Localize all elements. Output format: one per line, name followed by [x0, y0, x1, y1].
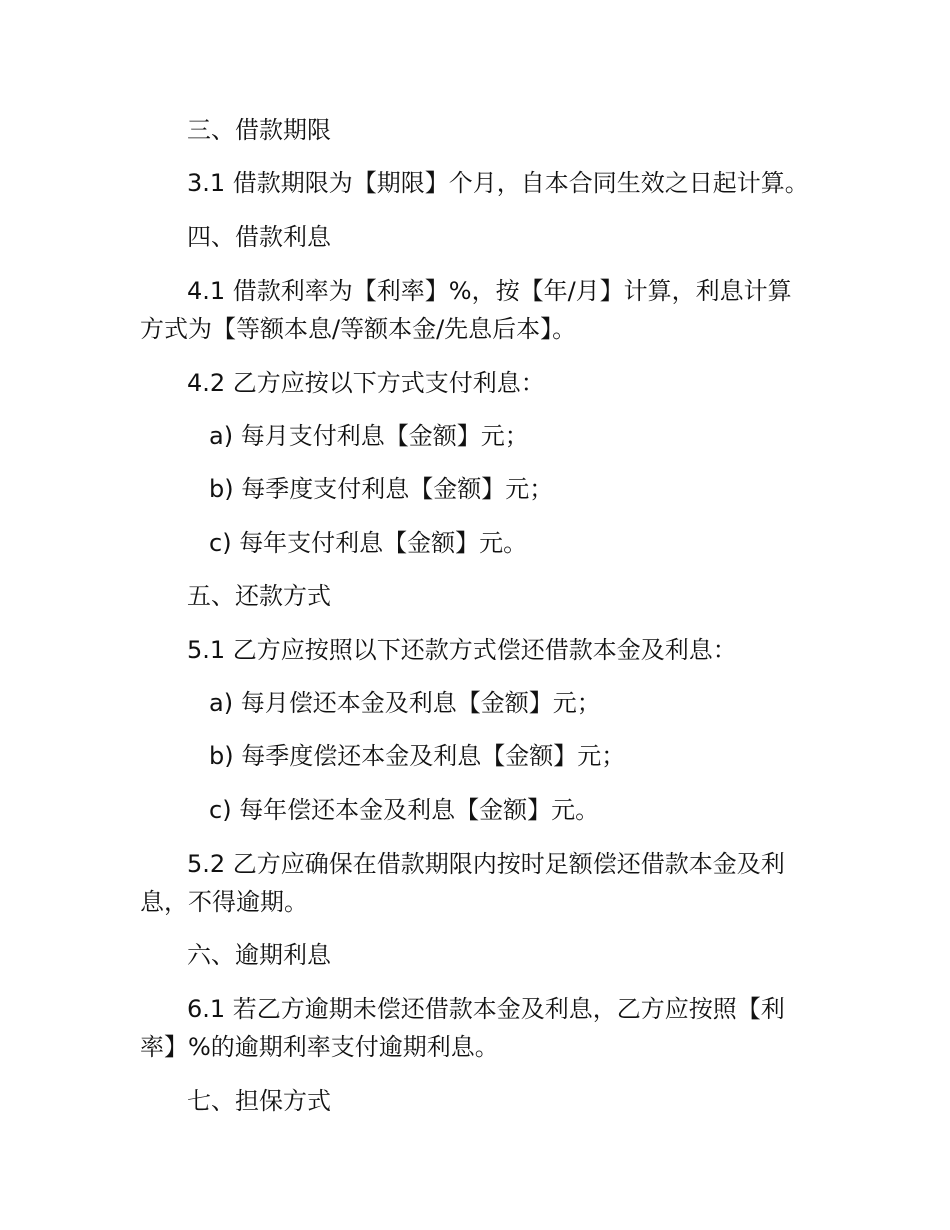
clause-5-2-line-2: 息，不得逾期。 — [140, 888, 308, 916]
section-heading-term: 三、借款期限 — [187, 116, 331, 144]
section-heading-guarantee: 七、担保方式 — [187, 1087, 331, 1115]
clause-4-1-line-1: 4.1 借款利率为【利率】%，按【年/月】计算，利息计算 — [187, 277, 792, 305]
clause-6-1-line-1: 6.1 若乙方逾期未偿还借款本金及利息，乙方应按照【利 — [187, 995, 785, 1023]
section-heading-overdue-interest: 六、逾期利息 — [187, 941, 331, 969]
clause-4-2-item-a: a) 每月支付利息【金额】元； — [209, 422, 529, 450]
clause-5-1: 5.1 乙方应按照以下还款方式偿还借款本金及利息： — [187, 636, 737, 664]
section-heading-repayment: 五、还款方式 — [187, 582, 331, 610]
clause-5-1-item-c: c) 每年偿还本金及利息【金额】元。 — [209, 796, 600, 824]
clause-6-1-line-2: 率】%的逾期利率支付逾期利息。 — [140, 1033, 499, 1061]
clause-3-1: 3.1 借款期限为【期限】个月，自本合同生效之日起计算。 — [187, 169, 809, 197]
clause-4-2-item-b: b) 每季度支付利息【金额】元； — [209, 475, 554, 503]
clause-5-2-line-1: 5.2 乙方应确保在借款期限内按时足额偿还借款本金及利 — [187, 850, 785, 878]
section-heading-interest: 四、借款利息 — [187, 223, 331, 251]
clause-5-1-item-a: a) 每月偿还本金及利息【金额】元； — [209, 689, 601, 717]
clause-4-2-item-c: c) 每年支付利息【金额】元。 — [209, 529, 528, 557]
clause-5-1-item-b: b) 每季度偿还本金及利息【金额】元； — [209, 742, 626, 770]
clause-4-1-line-2: 方式为【等额本息/等额本金/先息后本】。 — [140, 315, 577, 343]
clause-4-2: 4.2 乙方应按以下方式支付利息： — [187, 369, 545, 397]
